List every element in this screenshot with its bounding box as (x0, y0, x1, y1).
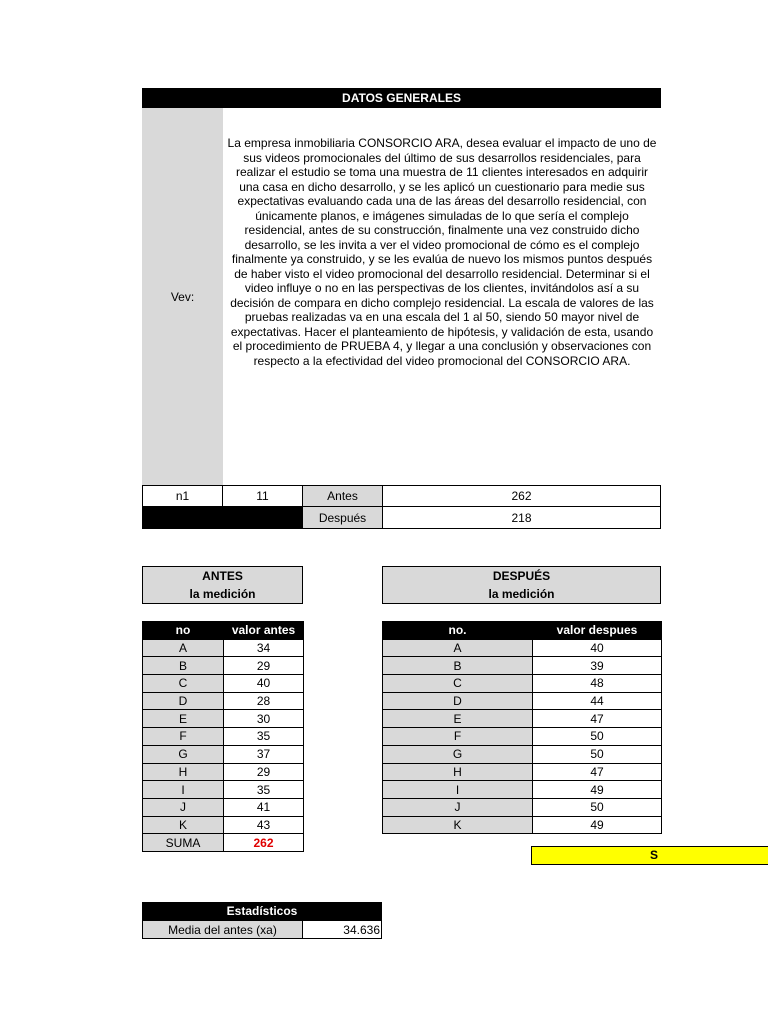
row-value: 49 (533, 781, 662, 799)
table-row (383, 692, 662, 710)
row-value: 35 (224, 781, 304, 799)
row-id: F (383, 728, 533, 746)
row-value: 50 (533, 728, 662, 746)
despues-table (382, 621, 662, 834)
table-row (143, 639, 304, 657)
row-value: 40 (533, 639, 662, 657)
row-id: E (143, 710, 224, 728)
row-value: 29 (224, 763, 304, 781)
antes-sum-value: 262 (224, 834, 304, 852)
row-value: 37 (224, 745, 304, 763)
despues-box-title: DESPUÉS (492, 569, 551, 583)
table-row (143, 710, 304, 728)
despues-box-subtitle: la medición (488, 587, 555, 601)
despues-box (382, 566, 661, 604)
table-row (383, 798, 662, 816)
table-row (143, 675, 304, 693)
row-id: C (143, 675, 224, 693)
row-value: 29 (224, 657, 304, 675)
table-row (143, 781, 304, 799)
antes-col-no: no (143, 622, 224, 640)
table-row (383, 816, 662, 834)
row-id: J (143, 798, 224, 816)
row-value: 30 (224, 710, 304, 728)
antes-col-value: valor antes (224, 622, 304, 640)
n1-value-cell (222, 485, 303, 507)
row-id: F (143, 728, 224, 746)
despues-label: Después (318, 510, 367, 525)
table-row (143, 745, 304, 763)
row-id: E (383, 710, 533, 728)
row-value: 34 (224, 639, 304, 657)
row-id: I (383, 781, 533, 799)
table-row (143, 763, 304, 781)
row-value: 47 (533, 763, 662, 781)
row-id: A (383, 639, 533, 657)
row-value: 44 (533, 692, 662, 710)
row-value: 40 (224, 675, 304, 693)
row-value: 28 (224, 692, 304, 710)
despues-value: 218 (511, 510, 532, 525)
antes-value: 262 (511, 489, 532, 503)
stats-media-label: Media del antes (xa) (168, 922, 277, 937)
stats-media-value-cell (302, 920, 382, 939)
row-id: K (383, 816, 533, 834)
row-id: B (383, 657, 533, 675)
row-id: G (143, 745, 224, 763)
row-id: H (143, 763, 224, 781)
table-row (383, 781, 662, 799)
table-row (383, 657, 662, 675)
table-row (383, 639, 662, 657)
stats-media-value: 34.636 (343, 922, 380, 937)
antes-value-cell (382, 485, 661, 507)
black-fill-cell (142, 507, 303, 529)
table-row (143, 728, 304, 746)
row-value: 48 (533, 675, 662, 693)
despues-table-header (383, 622, 662, 640)
stats-header: Estadísticos (142, 902, 382, 920)
row-id: H (383, 763, 533, 781)
row-value: 50 (533, 798, 662, 816)
row-id: A (143, 639, 224, 657)
antes-label: Antes (327, 489, 358, 503)
row-value: 35 (224, 728, 304, 746)
row-id: D (383, 692, 533, 710)
table-row (143, 692, 304, 710)
table-row (383, 675, 662, 693)
stats-media-label-cell (142, 920, 303, 939)
general-header: DATOS GENERALES (142, 88, 661, 108)
row-id: K (143, 816, 224, 834)
row-id: I (143, 781, 224, 799)
despues-value-cell (382, 506, 661, 529)
row-id: G (383, 745, 533, 763)
antes-table-header (143, 622, 304, 640)
despues-col-no: no. (383, 622, 533, 640)
despues-sum-label: S (650, 848, 659, 862)
description-cell (223, 108, 661, 485)
antes-box (142, 566, 303, 604)
antes-label-cell (302, 485, 383, 507)
table-row (383, 710, 662, 728)
antes-sum-label: SUMA (143, 834, 224, 852)
row-id: B (143, 657, 224, 675)
table-row (383, 745, 662, 763)
row-value: 47 (533, 710, 662, 728)
despues-col-value: valor despues (533, 622, 662, 640)
n1-label: n1 (175, 489, 190, 503)
row-id: D (143, 692, 224, 710)
table-row (143, 657, 304, 675)
row-value: 43 (224, 816, 304, 834)
n1-label-cell (142, 485, 223, 507)
antes-table (142, 621, 304, 852)
antes-sum-row (143, 834, 304, 852)
row-value: 39 (533, 657, 662, 675)
antes-box-subtitle: la medición (189, 587, 256, 601)
vev-label-cell (142, 108, 223, 485)
table-row (143, 798, 304, 816)
description-text: La empresa inmobiliaria CONSORCIO ARA, desea evaluar el impacto de uno de sus videos promocionales del último de sus desarrollos residenciales, para realizar el estudio se toma una muestra de 11 clientes interesados en adquirir una casa en dicho desarrollo, y se les aplicó un cuestionario para medie sus expectativas evaluando cada una de las áreas del desarrollo residencial, con únicamente planos, e imágenes simuladas de lo que sería el complejo residencial, antes de su construcción, finalmente una vez construido dicho desarrollo, se les invita a ver el video promocional de cómo es el complejo finalmente ya construido, y se les evalúa de nuevo los mismos puntos después de haber visto el video promocional del desarrollo residencial. Determinar si el video influye o no en las perspectivas de los clientes, invitándolos así a su decisión de compara en dicho complejo residencial. La escala de valores de las pruebas realizadas va en una escala del 1 al 50, siendo 50 mayor nivel de expectativas. Hacer el planteamiento de hipótesis, y validación de esta, usando el procedimiento de PRUEBA 4, y llegar a una conclusión y observaciones con respecto a la efectividad del video promocional del CONSORCIO ARA. (227, 136, 657, 368)
despues-sum-cell (531, 846, 768, 865)
row-value: 49 (533, 816, 662, 834)
n1-value: 11 (256, 489, 269, 503)
row-value: 41 (224, 798, 304, 816)
row-id: C (383, 675, 533, 693)
row-value: 50 (533, 745, 662, 763)
row-id: J (383, 798, 533, 816)
table-row (143, 816, 304, 834)
table-row (383, 728, 662, 746)
table-row (383, 763, 662, 781)
vev-label: Vev: (170, 289, 195, 304)
antes-box-title: ANTES (202, 569, 243, 583)
despues-label-cell (302, 506, 383, 529)
